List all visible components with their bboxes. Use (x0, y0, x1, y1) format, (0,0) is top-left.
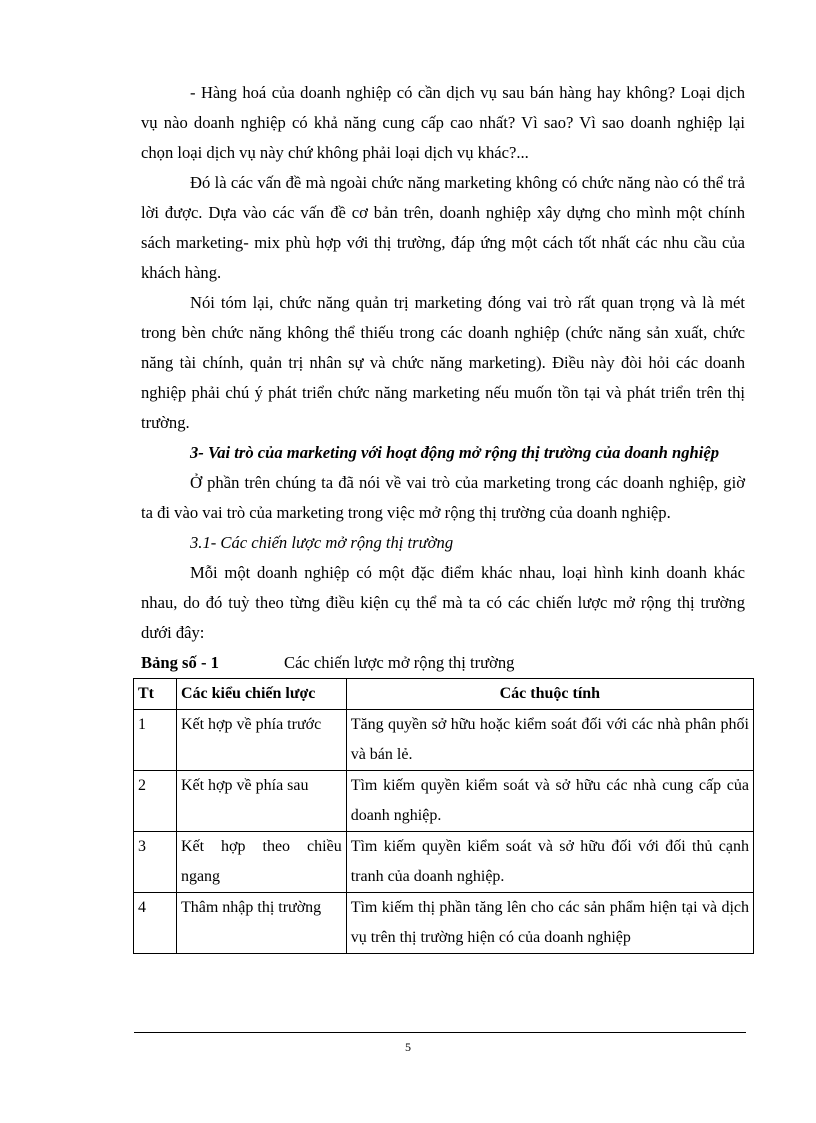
table-row (134, 832, 754, 893)
row-number: 4 (134, 893, 177, 954)
subsection-heading: 3.1- Các chiến lược mở rộng thị trường (190, 533, 454, 552)
paragraph-after-sales-service: - Hàng hoá của doanh nghiệp có cần dịch vụ sau bán hàng hay không? Loại dịch vụ nào doanh nghiệp có khả năng cung cấp cao nhất? Vì sao? Vì sao doanh nghiệp lại chọn loại dịch vụ này chứ không phải loại dịch vụ khác?... (141, 83, 745, 162)
header-number: Tt (134, 679, 177, 710)
row-strategy: Kết hợp theo chiều ngang (176, 832, 346, 893)
section-heading: 3- Vai trò của marketing với hoạt động mở rộng thị trường của doanh nghiệp (190, 443, 720, 462)
table-caption (141, 648, 745, 678)
strategy-table (133, 678, 754, 954)
row-attribute: Tìm kiếm quyền kiểm soát và sở hữu đối với đối thủ cạnh tranh của doanh nghiệp. (346, 832, 753, 893)
row-strategy: Kết hợp về phía sau (176, 771, 346, 832)
header-strategy-type: Các kiểu chiến lược (176, 679, 346, 710)
row-strategy: Kết hợp về phía trước (176, 710, 346, 771)
paragraph-summary: Nói tóm lại, chức năng quản trị marketing đóng vai trò rất quan trọng và là mét trong bèn chức năng không thể thiếu trong các doanh nghiệp (chức năng sản xuất, chức năng tài chính, quản trị nhân sự và chức năng marketing). Điều này đòi hỏi các doanh nghiệp phải chú ý phát triển chức năng marketing nếu muốn tồn tại và phát triển trên thị trường. (141, 293, 745, 432)
table-row (134, 771, 754, 832)
row-attribute: Tìm kiếm thị phần tăng lên cho các sản phẩm hiện tại và dịch vụ trên thị trường hiện có của doanh nghiệp (346, 893, 753, 954)
page-number: 5 (405, 1040, 411, 1054)
paragraph-strategies: Mỗi một doanh nghiệp có một đặc điểm khác nhau, loại hình kinh doanh khác nhau, do đó tuỳ theo từng điều kiện cụ thể mà ta có các chiến lược mở rộng thị trường dưới đây: (141, 563, 745, 642)
page-body (138, 78, 749, 954)
paragraph-marketing-function: Đó là các vấn đề mà ngoài chức năng marketing không có chức năng nào có thể trả lời được. Dựa vào các vấn đề cơ bản trên, doanh nghiệp xây dựng cho mình một chính sách marketing- mix phù hợp với thị trường, đáp ứng một cách tốt nhất các nhu cầu của khách hàng. (141, 173, 745, 282)
table-caption-title: Các chiến lược mở rộng thị trường (284, 653, 515, 672)
row-number: 3 (134, 832, 177, 893)
row-strategy: Thâm nhập thị trường (176, 893, 346, 954)
table-row (134, 893, 754, 954)
footer-divider (134, 1032, 746, 1033)
row-number: 2 (134, 771, 177, 832)
table-row (134, 710, 754, 771)
row-number: 1 (134, 710, 177, 771)
header-attributes: Các thuộc tính (346, 679, 753, 710)
row-attribute: Tăng quyền sở hữu hoặc kiểm soát đối với các nhà phân phối và bán lẻ. (346, 710, 753, 771)
table-header-row (134, 679, 754, 710)
row-attribute: Tìm kiếm quyền kiểm soát và sở hữu các nhà cung cấp của doanh nghiệp. (346, 771, 753, 832)
table-caption-label: Bảng số - 1 (141, 653, 219, 672)
paragraph-intro: Ở phần trên chúng ta đã nói về vai trò của marketing trong các doanh nghiệp, giờ ta đi vào vai trò của marketing trong việc mở rộng thị trường của doanh nghiệp. (141, 473, 745, 522)
